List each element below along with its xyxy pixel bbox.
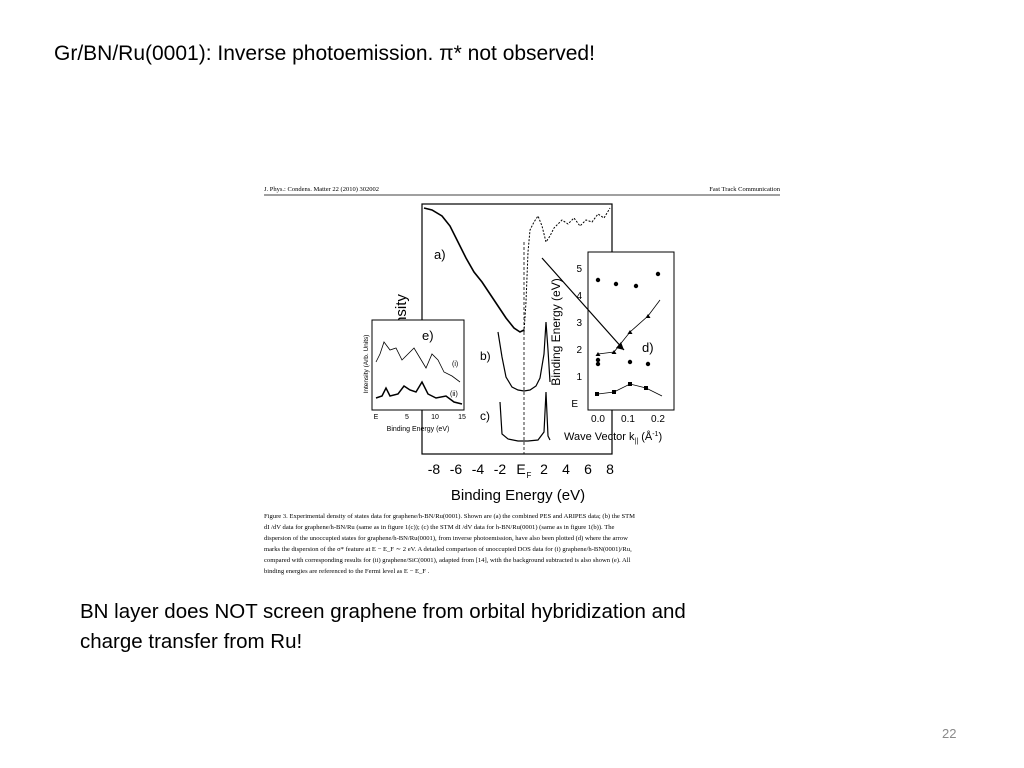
body-line-1: BN layer does NOT screen graphene from orbital hybridization and [80,600,686,623]
main-xlabel: Binding Energy (eV) [450,487,586,504]
inset-e-ylabel: Intensity (Arb. Units) [363,334,370,394]
inset-e-xtick: 15 [458,414,466,421]
inset-e-xtick: 10 [431,414,439,421]
inset-e-xticks [374,414,466,421]
panel-label-e: e) [422,328,434,343]
inset-e-xlabel: Binding Energy (eV) [386,426,450,433]
inset-e-xtick: 5 [405,414,409,421]
curve-c [500,392,550,441]
inset-d-ytick: 2 [576,345,582,356]
inset-d-ytick: 5 [576,264,582,275]
slide-title: Gr/BN/Ru(0001): Inverse photoemission. π* not observed! [54,42,595,65]
inset-d-ylabel: Binding Energy (eV) [549,278,563,386]
panel-label-a: a) [434,247,446,262]
main-xtick: -4 [471,461,485,477]
main-xtick-sub: F [526,471,532,480]
main-xtick: 6 [584,461,592,477]
panel-label-d: d) [642,340,654,355]
inset-d-xlabel: Wave Vector $k_{||}$ $(Å^{-1})$ [564,431,663,445]
body-line-2: charge transfer from Ru! [80,630,303,653]
caption-line: Figure 3. Experimental density of states data for graphene/h-BN/Ru(0001). Shown are (a) the combined PES and ARIPES data; (b) the STM [264,513,636,520]
main-xtick: 4 [562,461,570,477]
inset-e-label-i: (i) [452,361,459,368]
inset-d-ytick: 1 [576,372,582,383]
slide-body-text [80,597,840,657]
main-xtick: -2 [493,461,507,477]
main-xtick: -6 [449,461,463,477]
caption-line: dI /dV data for graphene/h-BN/Ru (same as in figure 1(c)); (c) the STM dI /dV data for h-BN/Ru(0001) (same as in figure 1(b)). The [264,524,615,531]
caption-line: dispersion of the unoccupied states for graphene/h-BN/Ru(0001), from inverse photoemission, have also been plotted (d) where the arrow [264,535,628,542]
inset-d-xtick: 0.0 [591,414,605,425]
paper-figure [262,182,782,578]
caption-line: compared with corresponding results for (ii) graphene/SiC(0001), adapted from [14], with the background subtracted is also shown (e). All [264,557,631,564]
main-xtick-labels [428,461,614,480]
panel-label-b: b) [480,349,491,363]
section-header: Fast Track Communication [709,186,780,193]
inset-e-xtick: E [373,414,379,421]
journal-header: J. Phys.: Condens. Matter 22 (2010) 302002 [264,186,380,193]
curve-a-occupied [424,208,524,332]
figure-caption [264,513,635,575]
caption-line: marks the dispersion of the σ* feature at E − E_F ∼ 2 eV. A detailed comparison of unoccupied DOS data for (i) graphene/h-BN(0001)/Ru, [264,546,632,553]
inset-d-xtick: 0.1 [621,414,635,425]
inset-e-label-ii: (ii) [450,391,458,398]
main-xtick: 2 [540,461,548,477]
main-xtick: -8 [427,461,441,477]
inset-d-xticks [591,414,665,425]
page-number: 22 [942,726,957,741]
main-xtick: E [516,461,526,477]
inset-d-ytick: E [571,399,578,410]
inset-d-yticks [571,264,582,410]
caption-line: binding energies are referenced to the Fermi level as E − E_F . [264,568,430,575]
inset-d-ytick: 3 [576,318,582,329]
panel-label-c: c) [480,409,490,423]
figure-graphic [262,182,782,578]
inset-d-ytick: 4 [576,291,582,302]
main-xtick: 8 [606,461,614,477]
inset-d-xtick: 0.2 [651,414,665,425]
